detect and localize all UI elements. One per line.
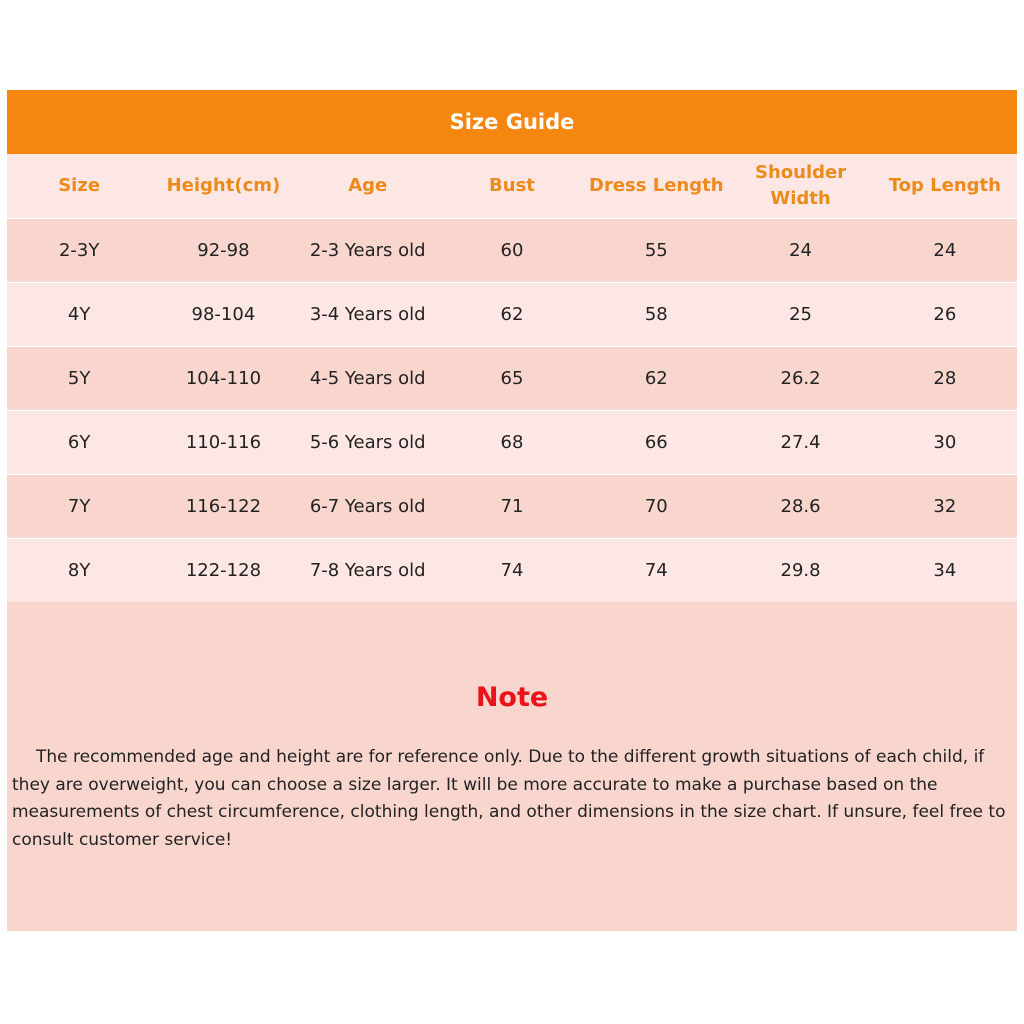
cell-height: 122-128 xyxy=(151,538,295,602)
cell-age: 2-3 Years old xyxy=(296,218,440,282)
cell-age: 4-5 Years old xyxy=(296,346,440,410)
cell-age: 5-6 Years old xyxy=(296,410,440,474)
cell-size: 8Y xyxy=(7,538,151,602)
column-header-shoulder-width: Shoulder Width xyxy=(728,154,872,218)
cell-dress-length: 66 xyxy=(584,410,728,474)
cell-top-length: 24 xyxy=(873,218,1017,282)
note-title: Note xyxy=(475,682,549,713)
size-guide-title: Size Guide xyxy=(7,90,1017,154)
cell-top-length: 30 xyxy=(873,410,1017,474)
column-header-age: Age xyxy=(296,154,440,218)
cell-size: 2-3Y xyxy=(7,218,151,282)
cell-top-length: 34 xyxy=(873,538,1017,602)
table-row xyxy=(7,346,1017,410)
cell-dress-length: 55 xyxy=(584,218,728,282)
cell-bust: 62 xyxy=(440,282,584,346)
cell-shoulder-width: 24 xyxy=(728,218,872,282)
cell-size: 7Y xyxy=(7,474,151,538)
table-row xyxy=(7,538,1017,602)
cell-top-length: 26 xyxy=(873,282,1017,346)
cell-bust: 68 xyxy=(440,410,584,474)
cell-bust: 60 xyxy=(440,218,584,282)
table-row xyxy=(7,410,1017,474)
cell-bust: 71 xyxy=(440,474,584,538)
cell-size: 4Y xyxy=(7,282,151,346)
cell-size: 6Y xyxy=(7,410,151,474)
size-table xyxy=(7,154,1017,602)
column-header-dress-length: Dress Length xyxy=(584,154,728,218)
cell-height: 116-122 xyxy=(151,474,295,538)
cell-shoulder-width: 26.2 xyxy=(728,346,872,410)
cell-dress-length: 70 xyxy=(584,474,728,538)
cell-age: 3-4 Years old xyxy=(296,282,440,346)
table-row xyxy=(7,474,1017,538)
cell-size: 5Y xyxy=(7,346,151,410)
cell-height: 110-116 xyxy=(151,410,295,474)
cell-dress-length: 62 xyxy=(584,346,728,410)
cell-dress-length: 58 xyxy=(584,282,728,346)
table-row xyxy=(7,218,1017,282)
cell-top-length: 28 xyxy=(873,346,1017,410)
cell-top-length: 32 xyxy=(873,474,1017,538)
cell-height: 92-98 xyxy=(151,218,295,282)
cell-bust: 65 xyxy=(440,346,584,410)
note-section xyxy=(7,602,1017,931)
cell-shoulder-width: 29.8 xyxy=(728,538,872,602)
cell-shoulder-width: 25 xyxy=(728,282,872,346)
column-header-height: Height(cm) xyxy=(151,154,295,218)
column-header-bust: Bust xyxy=(440,154,584,218)
cell-age: 6-7 Years old xyxy=(296,474,440,538)
size-guide xyxy=(7,90,1017,933)
cell-shoulder-width: 27.4 xyxy=(728,410,872,474)
cell-shoulder-width: 28.6 xyxy=(728,474,872,538)
column-header-size: Size xyxy=(7,154,151,218)
note-text: The recommended age and height are for reference only. Due to the different growth situations of each child, if they are overweight, you can choose a size larger. It will be more accurate to make a purchase based on the measurements of chest circumference, clothing length, and other dimensions in the size chart. If unsure, feel free to consult customer service! xyxy=(12,747,1006,850)
column-header-top-length: Top Length xyxy=(873,154,1017,218)
cell-height: 104-110 xyxy=(151,346,295,410)
cell-dress-length: 74 xyxy=(584,538,728,602)
table-row xyxy=(7,282,1017,346)
cell-height: 98-104 xyxy=(151,282,295,346)
table-body xyxy=(7,218,1017,602)
table-header-row xyxy=(7,154,1017,218)
cell-age: 7-8 Years old xyxy=(296,538,440,602)
cell-bust: 74 xyxy=(440,538,584,602)
